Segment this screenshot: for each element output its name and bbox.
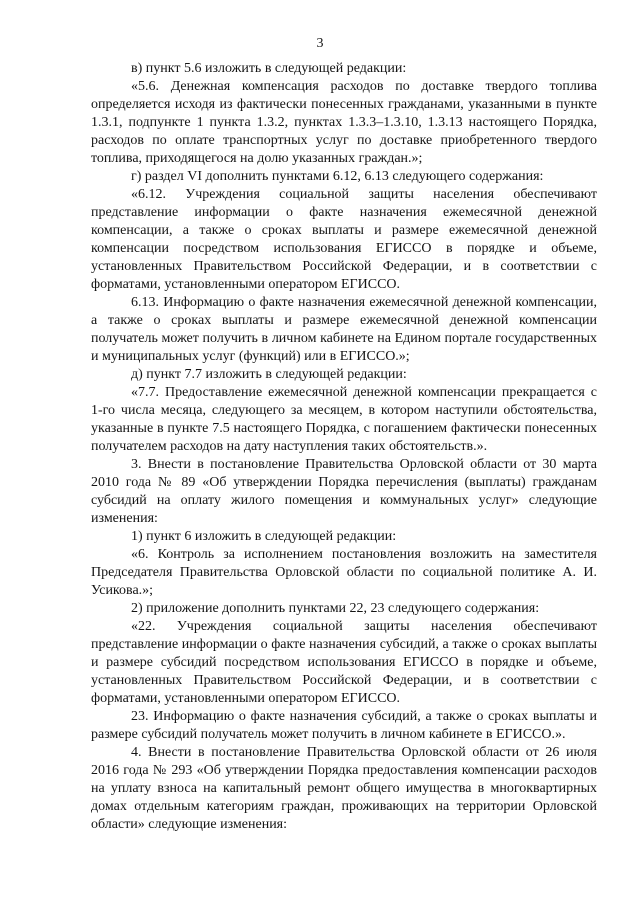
page-number: 3 xyxy=(316,36,324,51)
paragraph-22-text: «22. Учреждения социальной защиты населения обеспечивают представление информации о факте назначения субсидий, а также о сроках выплаты и размере субсидий посредством использования ЕГИССО в порядке и объеме, установленных Правительством Российской Федерации, и в соответствии с форматами, установленными оператором ЕГИССО. xyxy=(91,619,597,706)
paragraph-v-item-5-6-heading: в) пункт 5.6 изложить в следующей редакции: xyxy=(131,61,407,76)
paragraph-23-text: 23. Информацию о факте назначения субсидий, а также о сроках выплаты и размере субсидий получатель может получить в личном кабинете в ЕГИССО.». xyxy=(91,709,597,742)
paragraph-6-12-text: «6.12. Учреждения социальной защиты населения обеспечивают представление информации о факте назначения ежемесячной денежной компенсации, а также о сроках выплаты и размере ежемесячной денежной компенсации посредством использования ЕГИССО в порядке и объеме, установленных Правительством Российской Федерации, и в соответствии с форматами, установленными оператором ЕГИССО. xyxy=(91,187,597,292)
document-body xyxy=(91,60,597,834)
paragraph-d-item-7-7-heading: д) пункт 7.7 изложить в следующей редакции: xyxy=(131,367,407,382)
paragraph-6-13-text: 6.13. Информацию о факте назначения ежемесячной денежной компенсации, а также о сроках выплаты и размере ежемесячной денежной компенсации получатель может получить в личном кабинете на Едином портале государственных и муниципальных услуг (функций) или в ЕГИССО.»; xyxy=(91,295,597,364)
paragraph-g-section-vi-heading: г) раздел VI дополнить пунктами 6.12, 6.13 следующего содержания: xyxy=(131,169,544,184)
paragraph-3-1-text: «6. Контроль за исполнением постановления возложить на заместителя Председателя Правительства Орловской области по социальной политике А. И. Усикова.»; xyxy=(91,547,597,598)
paragraph-7-7-text: «7.7. Предоставление ежемесячной денежной компенсации прекращается с 1-го числа месяца, следующего за месяцем, в котором наступили обстоятельства, указанные в пункте 7.5 настоящего Порядка, с погашением фактически понесенных получателем расходов на дату наступления таких обстоятельств.». xyxy=(91,385,597,454)
paragraph-4-amendment: 4. Внести в постановление Правительства Орловской области от 26 июля 2016 года № 293 «Об утверждении Порядка предоставления компенсации расходов на уплату взноса на капитальный ремонт общего имущества в многоквартирных домах отдельным категориям граждан, проживающих на территории Орловской области» следующие изменения: xyxy=(91,745,597,832)
paragraph-5-6-text: «5.6. Денежная компенсация расходов по доставке твердого топлива определяется исходя из фактически понесенных гражданами, указанными в пункте 1.3.1, подпункте 1 пункта 1.3.2, пунктах 1.3.3–1.3.10, 1.3.13 настоящего Порядка, расходов по оплате транспортных услуг по доставке приобретенного твердого топлива, приходящегося на долю указанных граждан.»; xyxy=(91,79,597,166)
paragraph-3-amendment: 3. Внести в постановление Правительства Орловской области от 30 марта 2010 года № 89 «Об утверждении Порядка перечисления (выплаты) гражданам субсидий на оплату жилого помещения и коммунальных услуг» следующие изменения: xyxy=(91,457,597,526)
paragraph-3-2-heading: 2) приложение дополнить пунктами 22, 23 следующего содержания: xyxy=(131,601,540,616)
paragraph-3-1-heading: 1) пункт 6 изложить в следующей редакции: xyxy=(131,529,397,544)
